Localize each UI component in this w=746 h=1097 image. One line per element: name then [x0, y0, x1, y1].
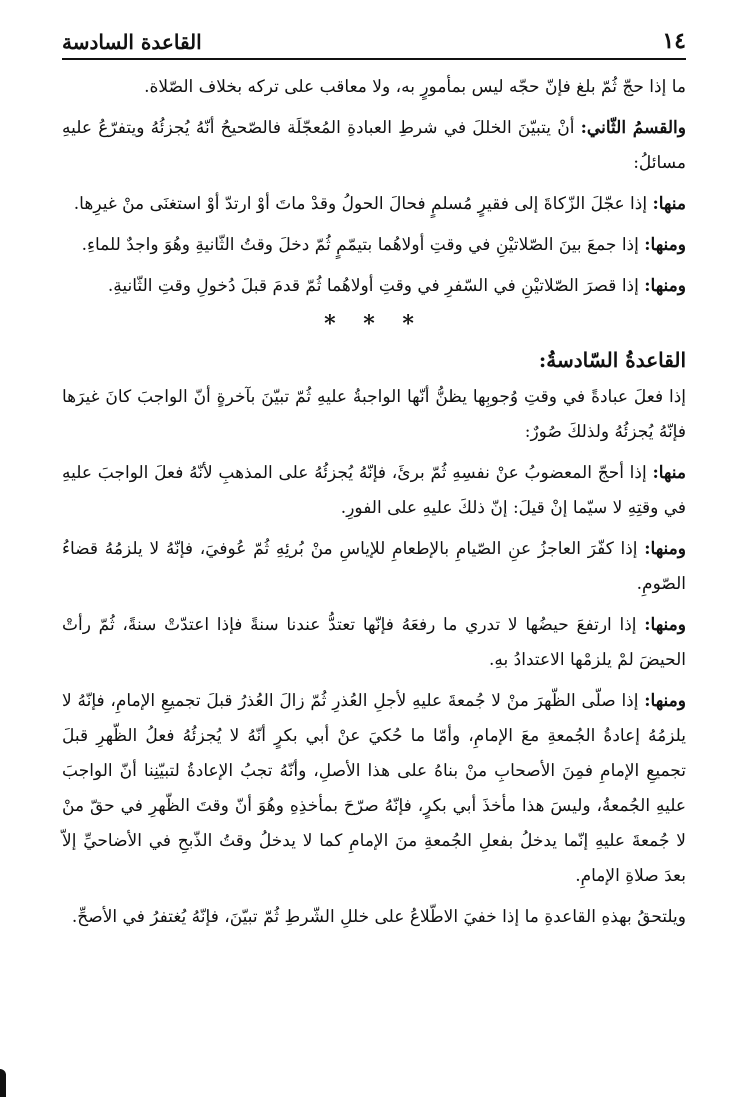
paragraph-lead: ومنها: [644, 691, 686, 711]
paragraph-lead: ومنها: [644, 539, 686, 559]
paragraph [62, 70, 686, 105]
paragraph [62, 532, 686, 602]
paragraph-lead: ومنها: [644, 235, 686, 255]
paragraph [62, 228, 686, 263]
paragraph [62, 187, 686, 222]
paragraph [62, 900, 686, 935]
paragraph-text: إذا ارتفعَ حيضُها لا تدري ما رفعَهُ فإنّها تعتدُّ عندنا سنةً فإذا اعتدّتْ سنةً، ثُمّ رأتْ الحيضَ لمْ يلزمْها الاعتدادُ بهِ. [62, 615, 686, 670]
paragraph [62, 269, 686, 304]
paragraph [62, 608, 686, 678]
paragraph [62, 111, 686, 181]
section-heading: القاعدةُ السّادسةُ: [538, 348, 686, 372]
paragraph-text: إذا جمعَ بينَ الصّلاتيْنِ في وقتِ أولاهُما بتيمّمٍ ثُمّ دخلَ وقتُ الثّانيةِ وهُوَ واجدٌ للماءِ. [81, 235, 645, 255]
page-number: ١٤ [662, 28, 686, 54]
paragraph [62, 380, 686, 450]
running-title: القاعدة السادسة [62, 30, 202, 54]
section-separator: * * * [324, 311, 424, 337]
paragraph-text: أنْ يتبيّنَ الخللَ في شرطِ العبادةِ المُعجّلَة فالصّحيحُ أنّهُ يُجزئُهُ ويتفرّعُ عليهِ مسائلُ: [62, 118, 686, 173]
paragraph-text: ويلتحقُ بهذهِ القاعدةِ ما إذا خفيَ الاطّلاعُ على خللِ الشّرطِ ثُمّ تبيّنَ، فإنّهُ يُغتفرُ في الأصحِّ. [71, 907, 686, 927]
paragraph [62, 456, 686, 526]
paragraph-lead: ومنها: [644, 276, 686, 296]
page-header [62, 28, 686, 60]
paragraph-text: إذا فعلَ عبادةً في وقتِ وُجوبِها يظنُّ أنّها الواجبةُ عليهِ ثُمّ تبيّنَ بآخرةٍ أنّ الواجبَ كانَ غيرَها فإنّهُ يُجزئُهُ ولذلكَ صُورٌ: [62, 387, 686, 442]
paragraph-text: إذا أحجّ المعضوبُ عنْ نفسِهِ ثُمّ برئَ، فإنّهُ يُجزئُهُ على المذهبِ لأنّهُ فعلَ الواجبَ عليهِ في وقتِهِ لا سيّما إنْ قيلَ: إنّ ذلكَ عليهِ على الفورِ. [62, 463, 686, 518]
paragraph-text: إذا صلّى الظّهرَ منْ لا جُمعةَ عليهِ لأجلِ العُذرِ ثُمّ زالَ العُذرُ قبلَ تجميعِ الإمامِ، فإنّهُ لا يلزمُهُ إعادةُ الجُمعةِ معَ الإمامِ، وأمّا ما حُكيَ عنْ أبي بكرٍ أنّهُ لا يُجزئُهُ فعلُ الظّهرِ قبلَ تجميعِ الإمامِ فمِنَ الأصحابِ منْ بناهُ على هذا الأصلِ، وأنّهُ تجبُ الإعادةُ لتبيّنِنا أنّ الواجبَ عليهِ الجُمعةُ، وليسَ هذا مأخذَ أبي بكرٍ، فإنّهُ صرّحَ بمأخذِهِ وهُوَ أنّ وقتَ الظّهرِ في حقّ منْ لا جُمعةَ عليهِ إنّما يدخلُ بفعلِ الجُمعةِ منَ الإمامِ كما لا يدخلُ وقتُ الذّبحِ في الأضاحيِّ إلاّ بعدَ صلاةِ الإمامِ. [62, 691, 686, 886]
paragraph-text: إذا عجّلَ الزّكاةَ إلى فقيرٍ مُسلمٍ فحالَ الحولُ وقدْ ماتَ أوْ ارتدّ أوْ استغنَى منْ غيرِها. [73, 194, 653, 214]
paragraph-text: إذا قصرَ الصّلاتيْنِ في السّفرِ في وقتِ أولاهُما ثُمّ قدمَ قبلَ دُخولِ وقتِ الثّانيةِ. [107, 276, 645, 296]
paragraph-text: ما إذا حجّ ثُمّ بلغ فإنّ حجّه ليس بمأمورٍ به، ولا معاقب على تركه بخلاف الصّلاة. [144, 77, 686, 97]
paragraph [62, 684, 686, 894]
paragraph-lead: والقسمُ الثّاني: [580, 118, 686, 138]
paragraph-lead: منها: [652, 463, 686, 483]
scan-edge-mark [0, 1069, 6, 1097]
paragraph-lead: منها: [652, 194, 686, 214]
paragraph-text: إذا كفّرَ العاجزُ عنِ الصّيامِ بالإطعامِ للإياسِ منْ بُرئِهِ ثُمّ عُوفيَ، فإنّهُ لا يلزمُهُ قضاءُ الصّومِ. [62, 539, 686, 594]
paragraph-lead: ومنها: [644, 615, 686, 635]
